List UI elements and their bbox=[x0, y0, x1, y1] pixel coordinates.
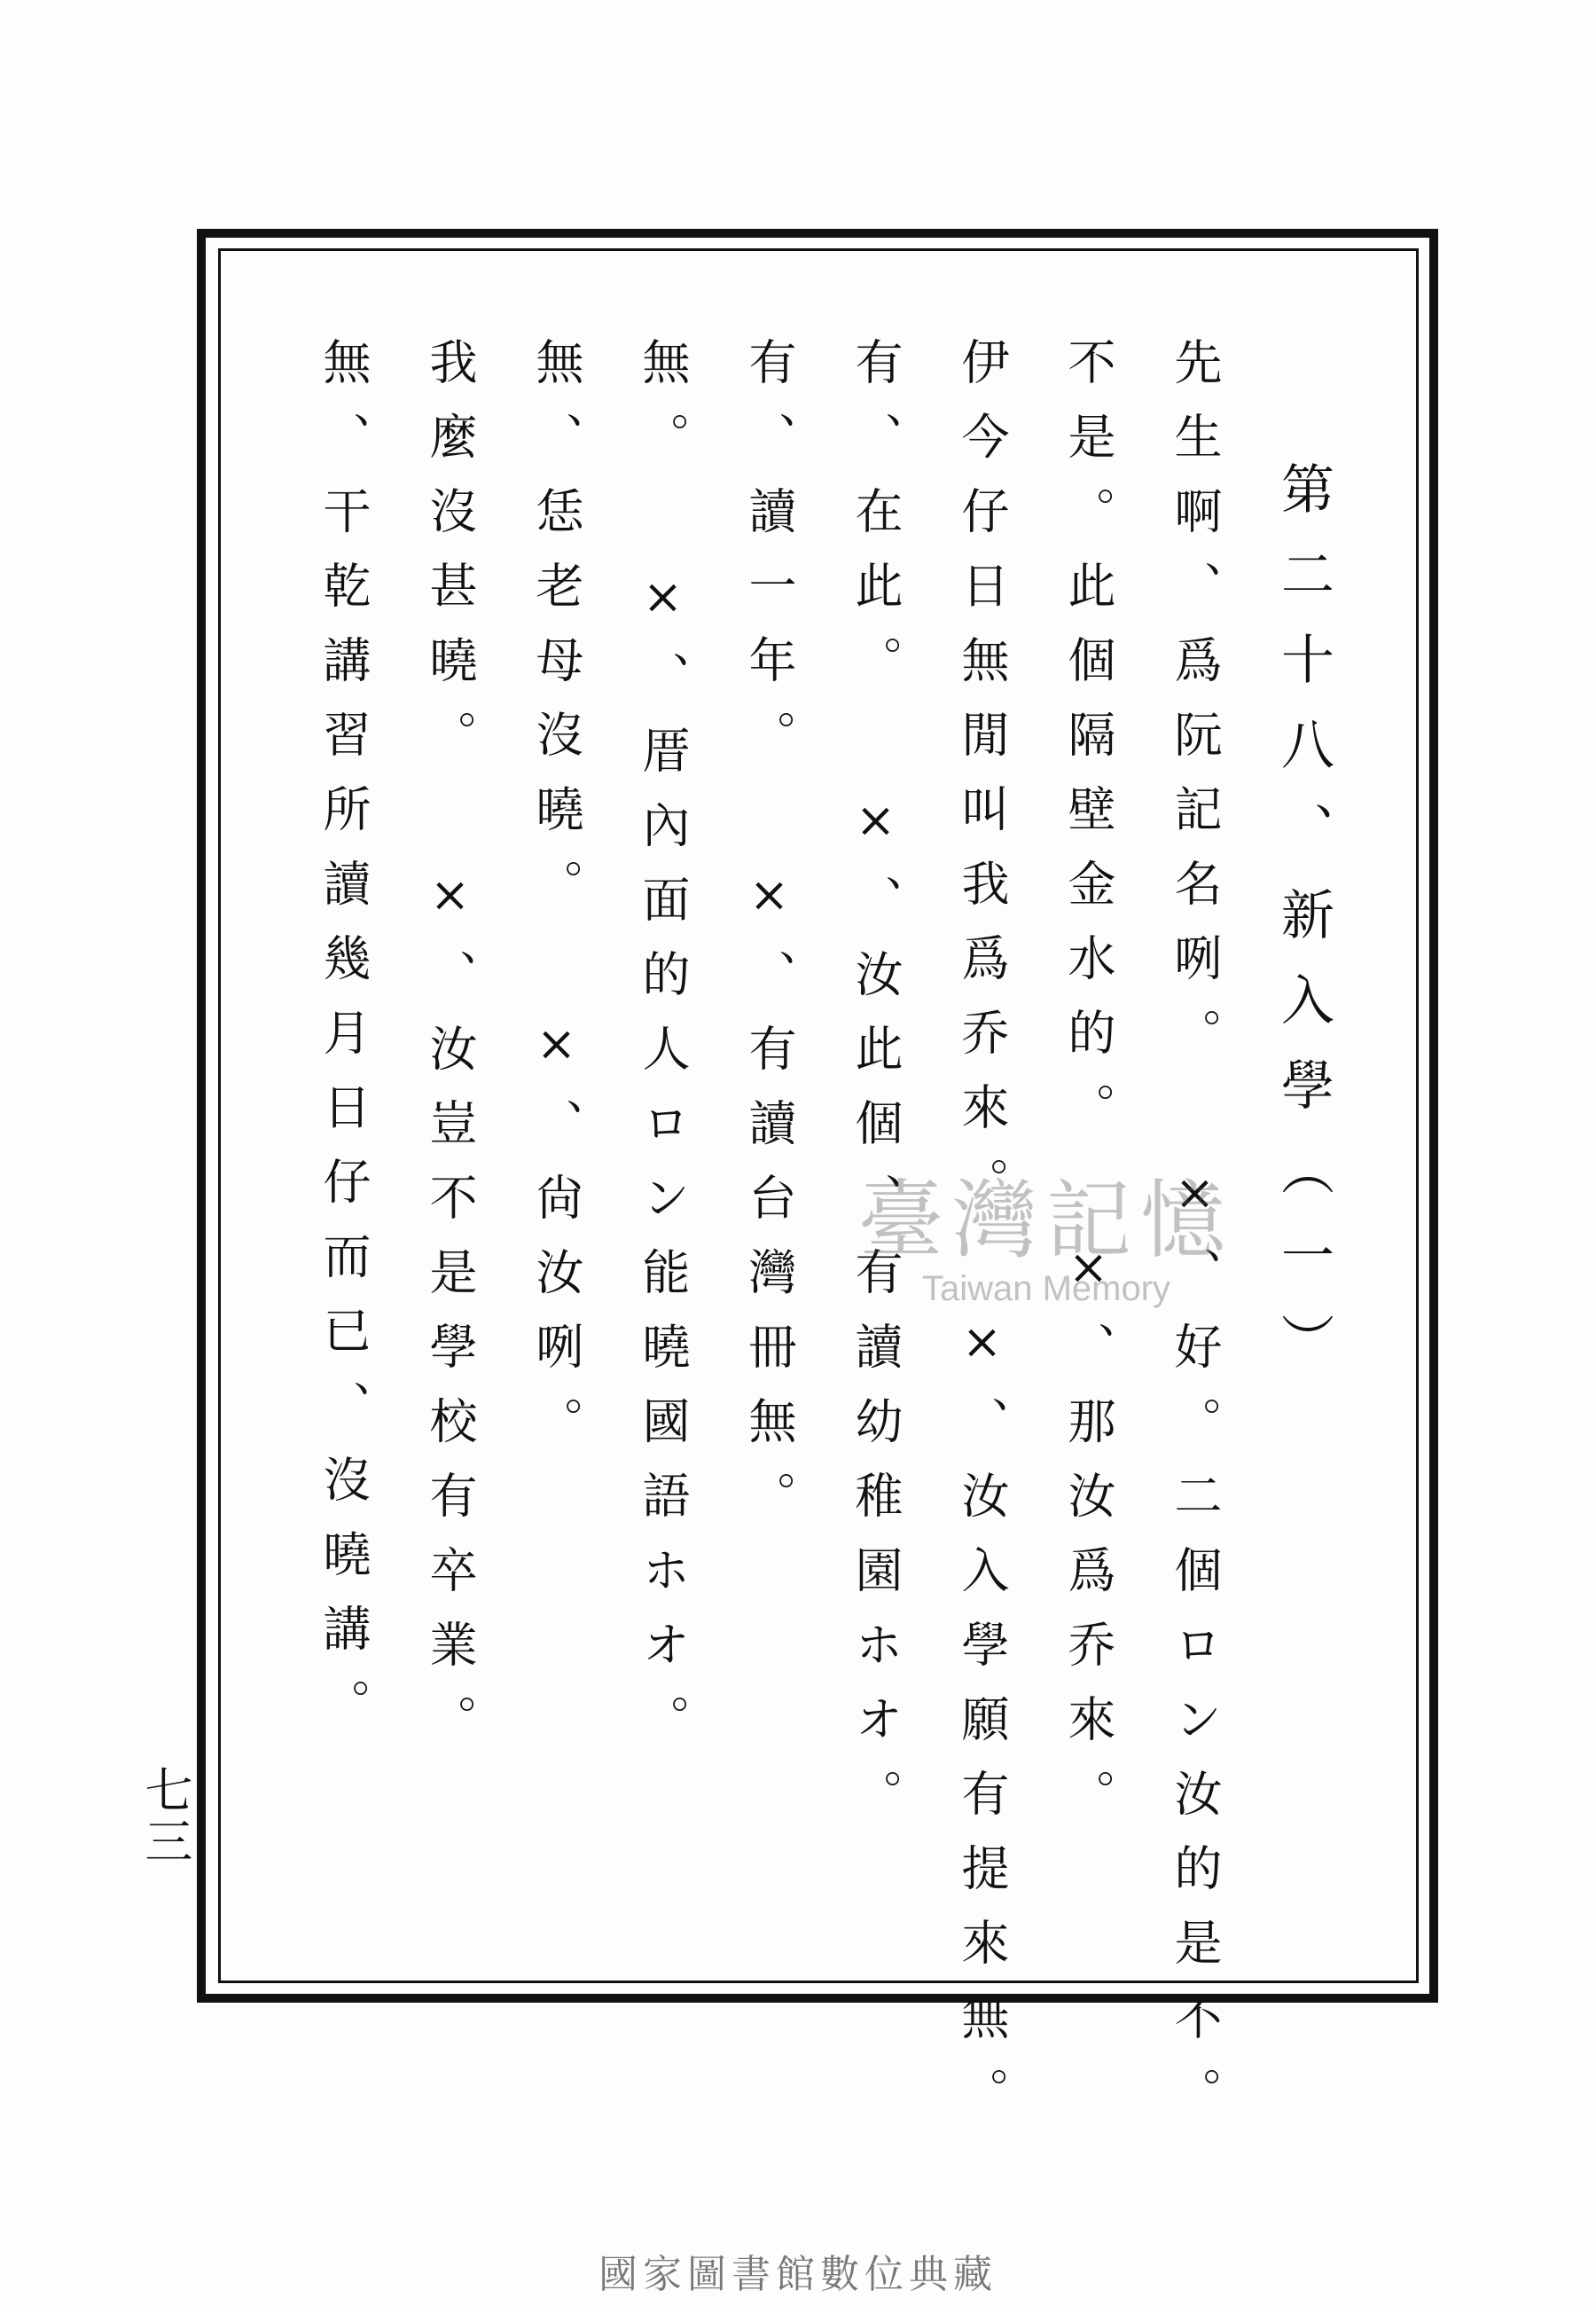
dialogue-column-5: 有、讀一年。 ×、有讀台灣冊無。 bbox=[741, 337, 797, 1545]
dialogue-column-6: 無。 ×、厝內面的人ロン能曉國語ホオ。 bbox=[635, 337, 691, 1769]
page-number: 七三 bbox=[137, 1765, 193, 1868]
dialogue-column-2: 不是。此個隔壁金水的。 ×、那汝爲乔來。 bbox=[1060, 337, 1116, 1843]
dialogue-column-1: 先生啊、爲阮記名咧。 ×、好。二個ロン汝的是不。 bbox=[1167, 337, 1223, 2141]
watermark-english: Taiwan Memory bbox=[921, 1269, 1171, 1308]
watermark bbox=[798, 1153, 1295, 1309]
watermark-chinese: 臺灣記憶 bbox=[858, 1171, 1234, 1270]
inner-border bbox=[218, 248, 1419, 1983]
dialogue-column-7: 無、恁老母沒曉。 ×、尙汝咧。 bbox=[528, 337, 584, 1471]
dialogue-column-3: 伊今仔日無閒叫我爲乔來。 ×、汝入學願有提來無。 bbox=[954, 337, 1010, 2141]
dialogue-column-9: 無、干乾講習所讀幾月日仔而已、沒曉講。 bbox=[316, 337, 372, 1753]
archive-footer: 國家圖書館數位典藏 bbox=[598, 2252, 998, 2297]
lesson-title: 第二十八、新入學（一） bbox=[1272, 461, 1334, 1398]
dialogue-column-4: 有、在此。 ×、汝此個、有讀幼稚園ホオ。 bbox=[848, 337, 904, 1843]
dialogue-column-8: 我麼沒甚曉。 ×、汝豈不是學校有卒業。 bbox=[422, 337, 478, 1769]
